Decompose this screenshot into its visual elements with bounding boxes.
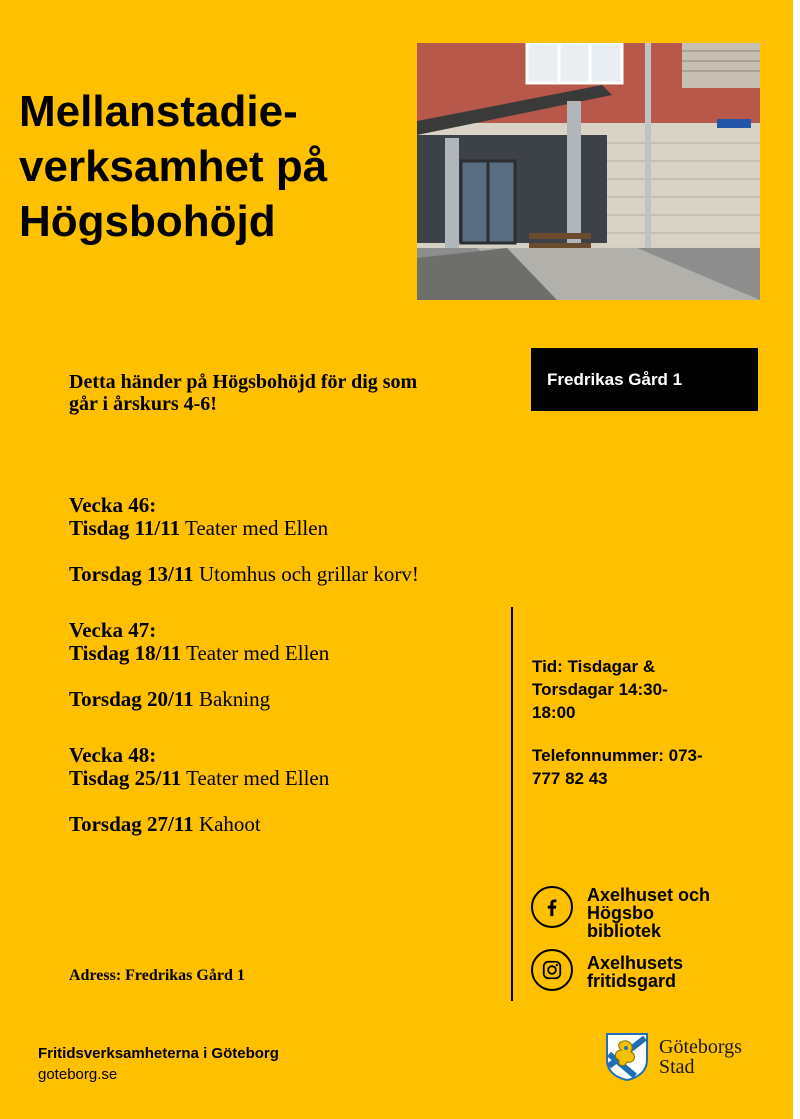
building-entrance-illustration bbox=[417, 43, 760, 300]
week-label: Vecka 47: bbox=[69, 618, 157, 642]
instagram-label bbox=[587, 954, 757, 990]
event-day: Tisdag 11/11 bbox=[69, 516, 181, 540]
event-day: Tisdag 18/11 bbox=[69, 641, 182, 665]
opening-hours bbox=[532, 655, 668, 724]
hours-line-1: Tid: Tisdagar & bbox=[532, 657, 656, 676]
facebook-label bbox=[587, 886, 757, 940]
phone-number bbox=[532, 744, 703, 790]
location-badge: Fredrikas Gård 1 bbox=[531, 348, 758, 411]
instagram-label-line-2: fritidsgard bbox=[587, 971, 677, 991]
week-block bbox=[69, 744, 509, 836]
event-day: Torsdag 27/11 bbox=[69, 812, 194, 836]
event-row bbox=[69, 688, 509, 711]
event-activity: Bakning bbox=[193, 687, 271, 711]
event-activity: Teater med Ellen bbox=[181, 641, 330, 665]
event-activity: Utomhus och grillar korv! bbox=[193, 562, 419, 586]
event-row bbox=[69, 767, 509, 790]
facebook-label-line-2: Högsbo bbox=[587, 903, 654, 923]
organization-name: Fritidsverksamheterna i Göteborg bbox=[38, 1045, 279, 1062]
instagram-icon[interactable] bbox=[531, 949, 573, 991]
website-link[interactable]: goteborg.se bbox=[38, 1066, 118, 1083]
poster-title bbox=[19, 84, 409, 249]
intro-line-2: går i årskurs 4-6! bbox=[69, 393, 217, 415]
week-label: Vecka 46: bbox=[69, 493, 157, 517]
event-activity: Teater med Ellen bbox=[180, 516, 329, 540]
title-line-2: verksamhet på bbox=[19, 142, 328, 191]
instagram-label-line-1: Axelhusets bbox=[587, 953, 684, 973]
facebook-icon[interactable] bbox=[531, 886, 573, 928]
goteborgs-stad-logo bbox=[605, 1032, 742, 1082]
building-entrance-photo bbox=[417, 43, 760, 300]
hours-line-2: Torsdagar 14:30- bbox=[532, 680, 668, 699]
intro-text bbox=[69, 371, 499, 415]
vertical-divider bbox=[511, 607, 513, 1001]
hours-line-3: 18:00 bbox=[532, 703, 576, 722]
intro-line-1: Detta händer på Högsbohöjd för dig som bbox=[69, 371, 418, 393]
facebook-label-line-1: Axelhuset och bbox=[587, 885, 711, 905]
logo-line-2: Stad bbox=[659, 1056, 695, 1078]
event-row bbox=[69, 517, 509, 540]
facebook-link[interactable] bbox=[531, 886, 757, 940]
week-block bbox=[69, 619, 509, 711]
event-day: Torsdag 20/11 bbox=[69, 687, 194, 711]
phone-line-2: 777 82 43 bbox=[532, 769, 608, 788]
event-activity: Teater med Ellen bbox=[181, 766, 330, 790]
event-row bbox=[69, 563, 509, 586]
week-label: Vecka 48: bbox=[69, 743, 157, 767]
event-day: Torsdag 13/11 bbox=[69, 562, 194, 586]
title-line-3: Högsbohöjd bbox=[19, 197, 276, 246]
address: Adress: Fredrikas Gård 1 bbox=[69, 967, 245, 984]
week-block bbox=[69, 494, 509, 586]
logo-wordmark bbox=[659, 1037, 742, 1077]
event-activity: Kahoot bbox=[193, 812, 261, 836]
phone-line-1: Telefonnummer: 073- bbox=[532, 746, 703, 765]
schedule bbox=[69, 494, 509, 869]
title-line-1: Mellanstadie- bbox=[19, 87, 298, 136]
instagram-link[interactable] bbox=[531, 949, 757, 991]
logo-line-1: Göteborgs bbox=[659, 1036, 742, 1058]
event-row bbox=[69, 642, 509, 665]
event-row bbox=[69, 813, 509, 836]
facebook-label-line-3: bibliotek bbox=[587, 921, 662, 941]
event-day: Tisdag 25/11 bbox=[69, 766, 182, 790]
city-crest-icon bbox=[605, 1032, 649, 1082]
